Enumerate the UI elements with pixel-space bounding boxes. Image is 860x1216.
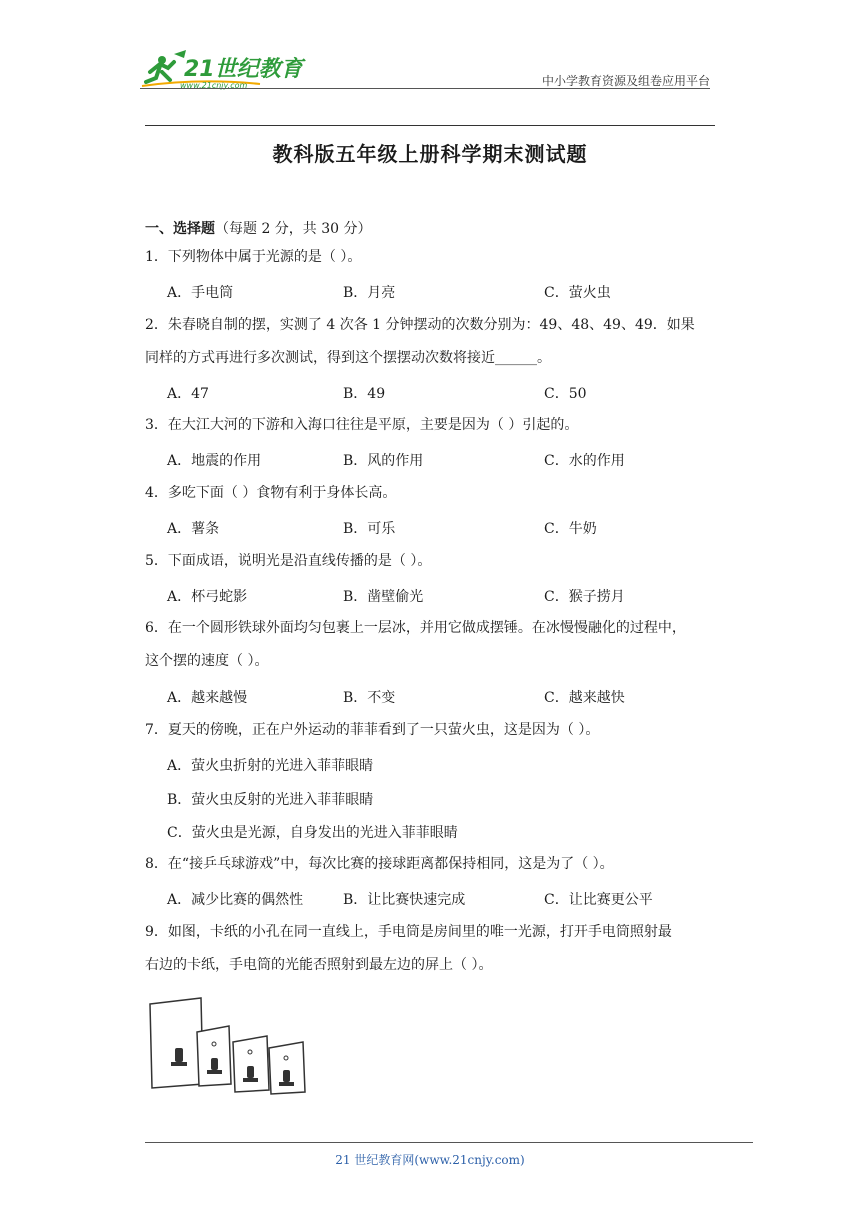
site-logo: [140, 48, 310, 92]
question-5: 5．下面成语，说明光是沿直线传播的是（ ）。: [145, 553, 432, 569]
option-b[interactable]: B．月亮: [343, 285, 396, 301]
question-2-line-1: 2．朱春晓自制的摆，实测了 4 次各 1 分钟摆动的次数分别为：49、48、49、49．如果: [145, 317, 695, 333]
section-score-note: （每题 2 分，共 30 分）: [215, 221, 372, 237]
question-5-options: [167, 586, 727, 608]
option-b[interactable]: B．不变: [343, 690, 396, 706]
question-1: 1．下列物体中属于光源的是（ ）。: [145, 249, 362, 265]
option-a[interactable]: A．杯弓蛇影: [167, 589, 248, 605]
option-b[interactable]: B．可乐: [343, 521, 396, 537]
question-3-options: [167, 450, 727, 472]
question-6-line-2: 这个摆的速度（ ）。: [145, 653, 269, 669]
question-3: 3．在大江大河的下游和入海口往往是平原，主要是因为（ ）引起的。: [145, 417, 579, 433]
question-2-line-2: 同样的方式再进行多次测试，得到这个摆摆动次数将接近______。: [145, 350, 551, 366]
footer-link[interactable]: 21 世纪教育网(www.21cnjy.com): [335, 1153, 525, 1167]
option-a[interactable]: A．手电筒: [167, 285, 234, 301]
option-b[interactable]: B．风的作用: [343, 453, 424, 469]
question-8: 8．在“接乒乓球游戏”中，每次比赛的接球距离都保持相同，这是为了（ ）。: [145, 856, 614, 872]
question-9-line-1: 9．如图，卡纸的小孔在同一直线上，手电筒是房间里的唯一光源，打开手电筒照射最: [145, 924, 672, 940]
option-c[interactable]: C．萤火虫: [544, 285, 611, 301]
option-b[interactable]: B．凿壁偷光: [343, 589, 424, 605]
question-2-options: [167, 383, 727, 405]
option-c[interactable]: C．猴子捞月: [544, 589, 625, 605]
option-c[interactable]: C．水的作用: [544, 453, 625, 469]
question-6: [145, 612, 720, 678]
question-8-options: [167, 889, 727, 911]
question-1-options: [167, 282, 727, 304]
question-9: [145, 916, 720, 982]
option-b[interactable]: B．让比赛快速完成: [343, 892, 466, 908]
option-a[interactable]: A．47: [167, 386, 209, 402]
question-4-options: [167, 518, 727, 540]
option-c[interactable]: C．越来越快: [544, 690, 625, 706]
exam-title: 教科版五年级上册科学期末测试题: [272, 142, 588, 166]
option-c[interactable]: C．牛奶: [544, 521, 597, 537]
svg-text:21世纪教育: 21世纪教育: [184, 57, 303, 82]
platform-name: 中小学教育资源及组卷应用平台: [541, 74, 710, 88]
question-4: 4．多吃下面（ ）食物有利于身体长高。: [145, 485, 397, 501]
option-c[interactable]: C．50: [544, 386, 587, 402]
svg-text:www.21cnjy.com: www.21cnjy.com: [180, 81, 248, 90]
option-c[interactable]: C．萤火虫是光源，自身发出的光进入菲菲眼睛: [167, 825, 458, 841]
title-divider: [145, 125, 715, 126]
question-7: 7．夏天的傍晚，正在户外运动的菲菲看到了一只萤火虫，这是因为（ ）。: [145, 722, 600, 738]
section-heading-label: 一、选择题: [145, 221, 215, 237]
option-a[interactable]: A．减少比赛的偶然性: [167, 892, 304, 908]
option-a[interactable]: A．薯条: [167, 521, 220, 537]
pinhole-cards-illustration: [145, 996, 315, 1096]
option-c[interactable]: C．让比赛更公平: [544, 892, 653, 908]
cards-figure: [145, 996, 315, 1096]
option-b[interactable]: B．49: [343, 386, 386, 402]
runner-logo-icon: [140, 48, 310, 92]
option-b[interactable]: B．萤火虫反射的光进入菲菲眼睛: [167, 792, 374, 808]
section-heading: [145, 218, 372, 238]
option-a[interactable]: A．地震的作用: [167, 453, 262, 469]
option-a[interactable]: A．萤火虫折射的光进入菲菲眼睛: [167, 758, 374, 774]
header-divider: [140, 88, 710, 89]
question-2: [145, 309, 720, 375]
question-6-line-1: 6．在一个圆形铁球外面均匀包裹上一层冰，并用它做成摆锤。在冰慢慢融化的过程中，: [145, 620, 686, 636]
footer-divider: [145, 1142, 753, 1143]
question-6-options: [167, 687, 727, 709]
question-9-line-2: 右边的卡纸，手电筒的光能否照射到最左边的屏上（ ）。: [145, 957, 493, 973]
option-a[interactable]: A．越来越慢: [167, 690, 248, 706]
